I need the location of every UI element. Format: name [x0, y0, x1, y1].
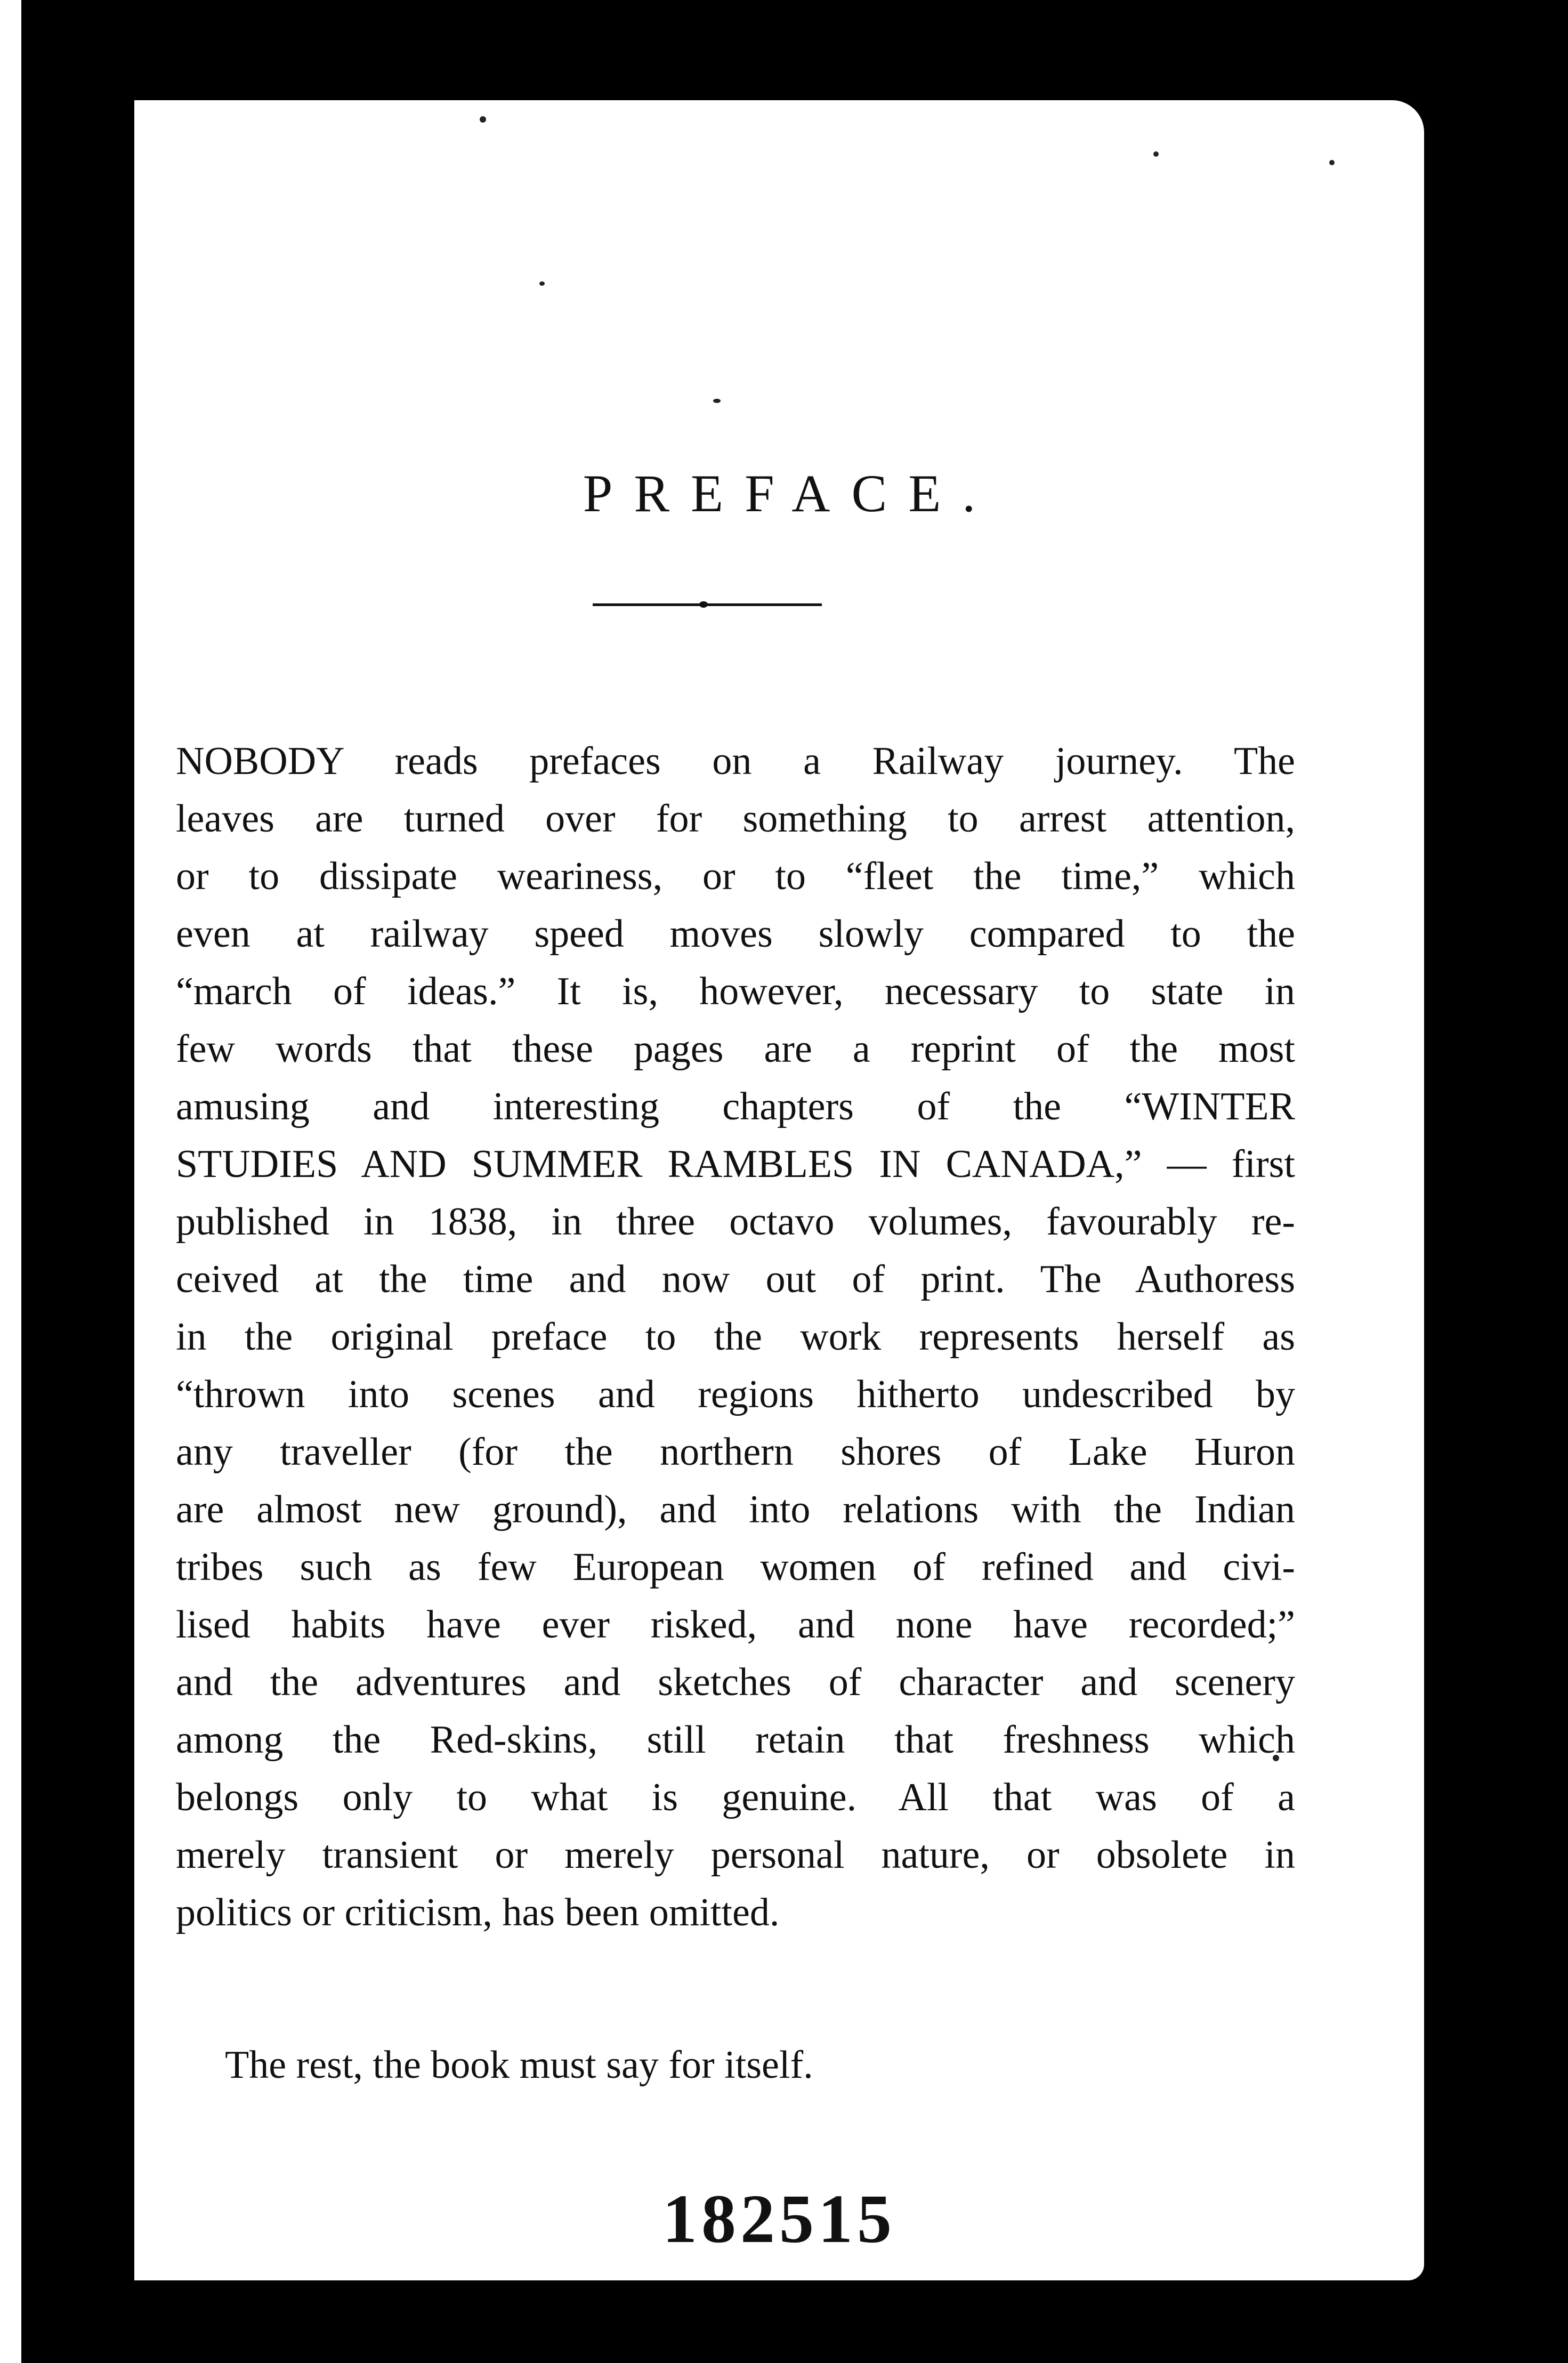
page-edge-strip	[0, 0, 21, 2363]
preface-paragraph	[176, 732, 1295, 1941]
scan-speck	[713, 399, 721, 403]
text-line: even at railway speed moves slowly compared to the	[176, 912, 1295, 956]
page-title: PREFACE.	[583, 464, 997, 523]
text-line: belongs only to what is genuine. All that was of a	[176, 1776, 1295, 1819]
text-line: merely transient or merely personal nature, or obsolete in	[176, 1833, 1295, 1877]
book-page	[134, 100, 1424, 2280]
text-line: NOBODY reads prefaces on a Railway journey. The	[176, 739, 1295, 783]
text-line: lised habits have ever risked, and none have recorded;”	[176, 1603, 1295, 1647]
text-line: amusing and interesting chapters of the “WINTER	[176, 1085, 1295, 1128]
scan-speck	[1329, 160, 1335, 165]
text-line: STUDIES AND SUMMER RAMBLES IN CANADA,” — first	[176, 1142, 1295, 1186]
text-line: published in 1838, in three octavo volumes, favourably re-	[176, 1200, 1295, 1244]
text-line: among the Red-skins, still retain that freshness which	[176, 1718, 1295, 1762]
closing-line: The rest, the book must say for itself.	[225, 2043, 813, 2087]
text-line: any traveller (for the northern shores of Lake Huron	[176, 1430, 1295, 1474]
text-line: ceived at the time and now out of print. The Authoress	[176, 1257, 1295, 1301]
text-line: “march of ideas.” It is, however, necessary to state in	[176, 970, 1295, 1013]
title-rule-ornament	[699, 601, 708, 608]
scan-speck	[480, 116, 486, 123]
scan-speck	[539, 281, 545, 286]
text-line: and the adventures and sketches of character and scenery	[176, 1660, 1295, 1704]
text-line: in the original preface to the work represents herself as	[176, 1315, 1295, 1359]
text-line: tribes such as few European women of refined and civi-	[176, 1545, 1295, 1589]
catalog-number: 182515	[662, 2181, 896, 2257]
scan-speck	[1153, 151, 1159, 157]
text-line: politics or criticism, has been omitted.	[176, 1891, 780, 1934]
text-line: are almost new ground), and into relations with the Indian	[176, 1488, 1295, 1531]
text-line: “thrown into scenes and regions hitherto undescribed by	[176, 1373, 1295, 1416]
text-line: or to dissipate weariness, or to “fleet the time,” which	[176, 854, 1295, 898]
text-line: leaves are turned over for something to arrest attention,	[176, 797, 1295, 841]
text-line: few words that these pages are a reprint of the most	[176, 1027, 1295, 1071]
